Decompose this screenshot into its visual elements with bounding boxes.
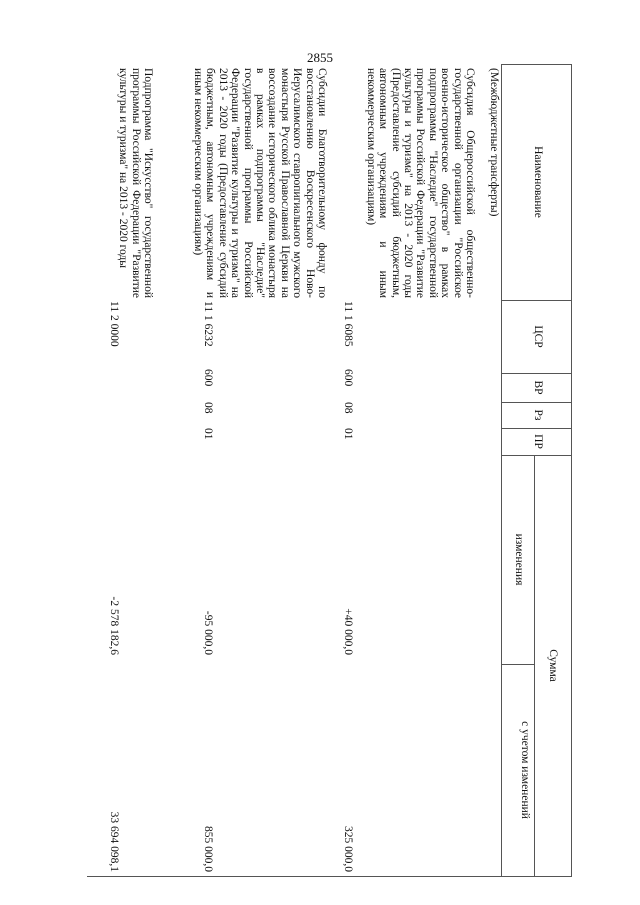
- header-csr: ЦСР: [532, 325, 544, 348]
- row-3-change: -2 578 182,6: [108, 596, 120, 655]
- header-rz: Рз: [532, 409, 544, 421]
- header-with-changes: с учетом изменений: [519, 721, 531, 819]
- row-1-pr: 01: [342, 428, 354, 440]
- row-2-csr: 11 1 6232: [202, 301, 214, 347]
- row-2-total: 855 000,0: [202, 826, 214, 872]
- header-vr: ВР: [532, 380, 544, 395]
- header-sum: Сумма: [547, 649, 559, 682]
- page-number: 2855: [307, 50, 333, 65]
- row-2-vr: 600: [202, 369, 214, 387]
- budget-table: [87, 64, 572, 876]
- row-3-name: Подпрограмма "Искусство" государственной программы Российской Федерации "Развитие культуры и туризма" на 2013 - 2020 годы: [117, 68, 154, 298]
- header-name: Наименование: [532, 146, 544, 218]
- row-1-csr: 11 1 6085: [342, 301, 354, 347]
- row-2-rz: 08: [202, 402, 214, 414]
- row-1-name: Субсидия Общероссийской общественно-государственной организации "Российское военно-историческое общество" в рамках подпрограммы "Наследие" государственной программы Российской Федерации "Развитие культуры и туризма" на 2013 - 2020 годы (Предоставление субсидий бюджетным, автономным учреждениям и иным некоммерческим организациям): [364, 68, 476, 298]
- row-1-rz: 08: [342, 402, 354, 414]
- row-3-total: 33 694 098,1: [108, 811, 120, 872]
- header-changes: изменения: [513, 533, 525, 586]
- continued-label: (Межбюджетные трансферты): [488, 68, 500, 217]
- row-1-vr: 600: [342, 369, 354, 387]
- row-2-pr: 01: [202, 428, 214, 440]
- row-1-change: +40 000,0: [342, 608, 354, 655]
- row-3-csr: 11 2 0000: [108, 301, 120, 347]
- row-1-total: 325 000,0: [342, 826, 354, 872]
- row-2-name: Субсидии Благотворительному фонду по восстановлению Воскресенского Ново-Иерусалимского ставропигиального мужского монастыря Русской Православной Церкви на воссоздание исторического облика монастыря в рамках подпрограммы "Наследие" государственной программы Российской Федерации "Развитие культуры и туризма" на 2013 - 2020 годы (Предоставление субсидий бюджетным, автономным учреждениям и иным некоммерческим организациям): [191, 68, 328, 298]
- row-2-change: -95 000,0: [202, 610, 214, 655]
- header-pr: ПР: [532, 434, 544, 449]
